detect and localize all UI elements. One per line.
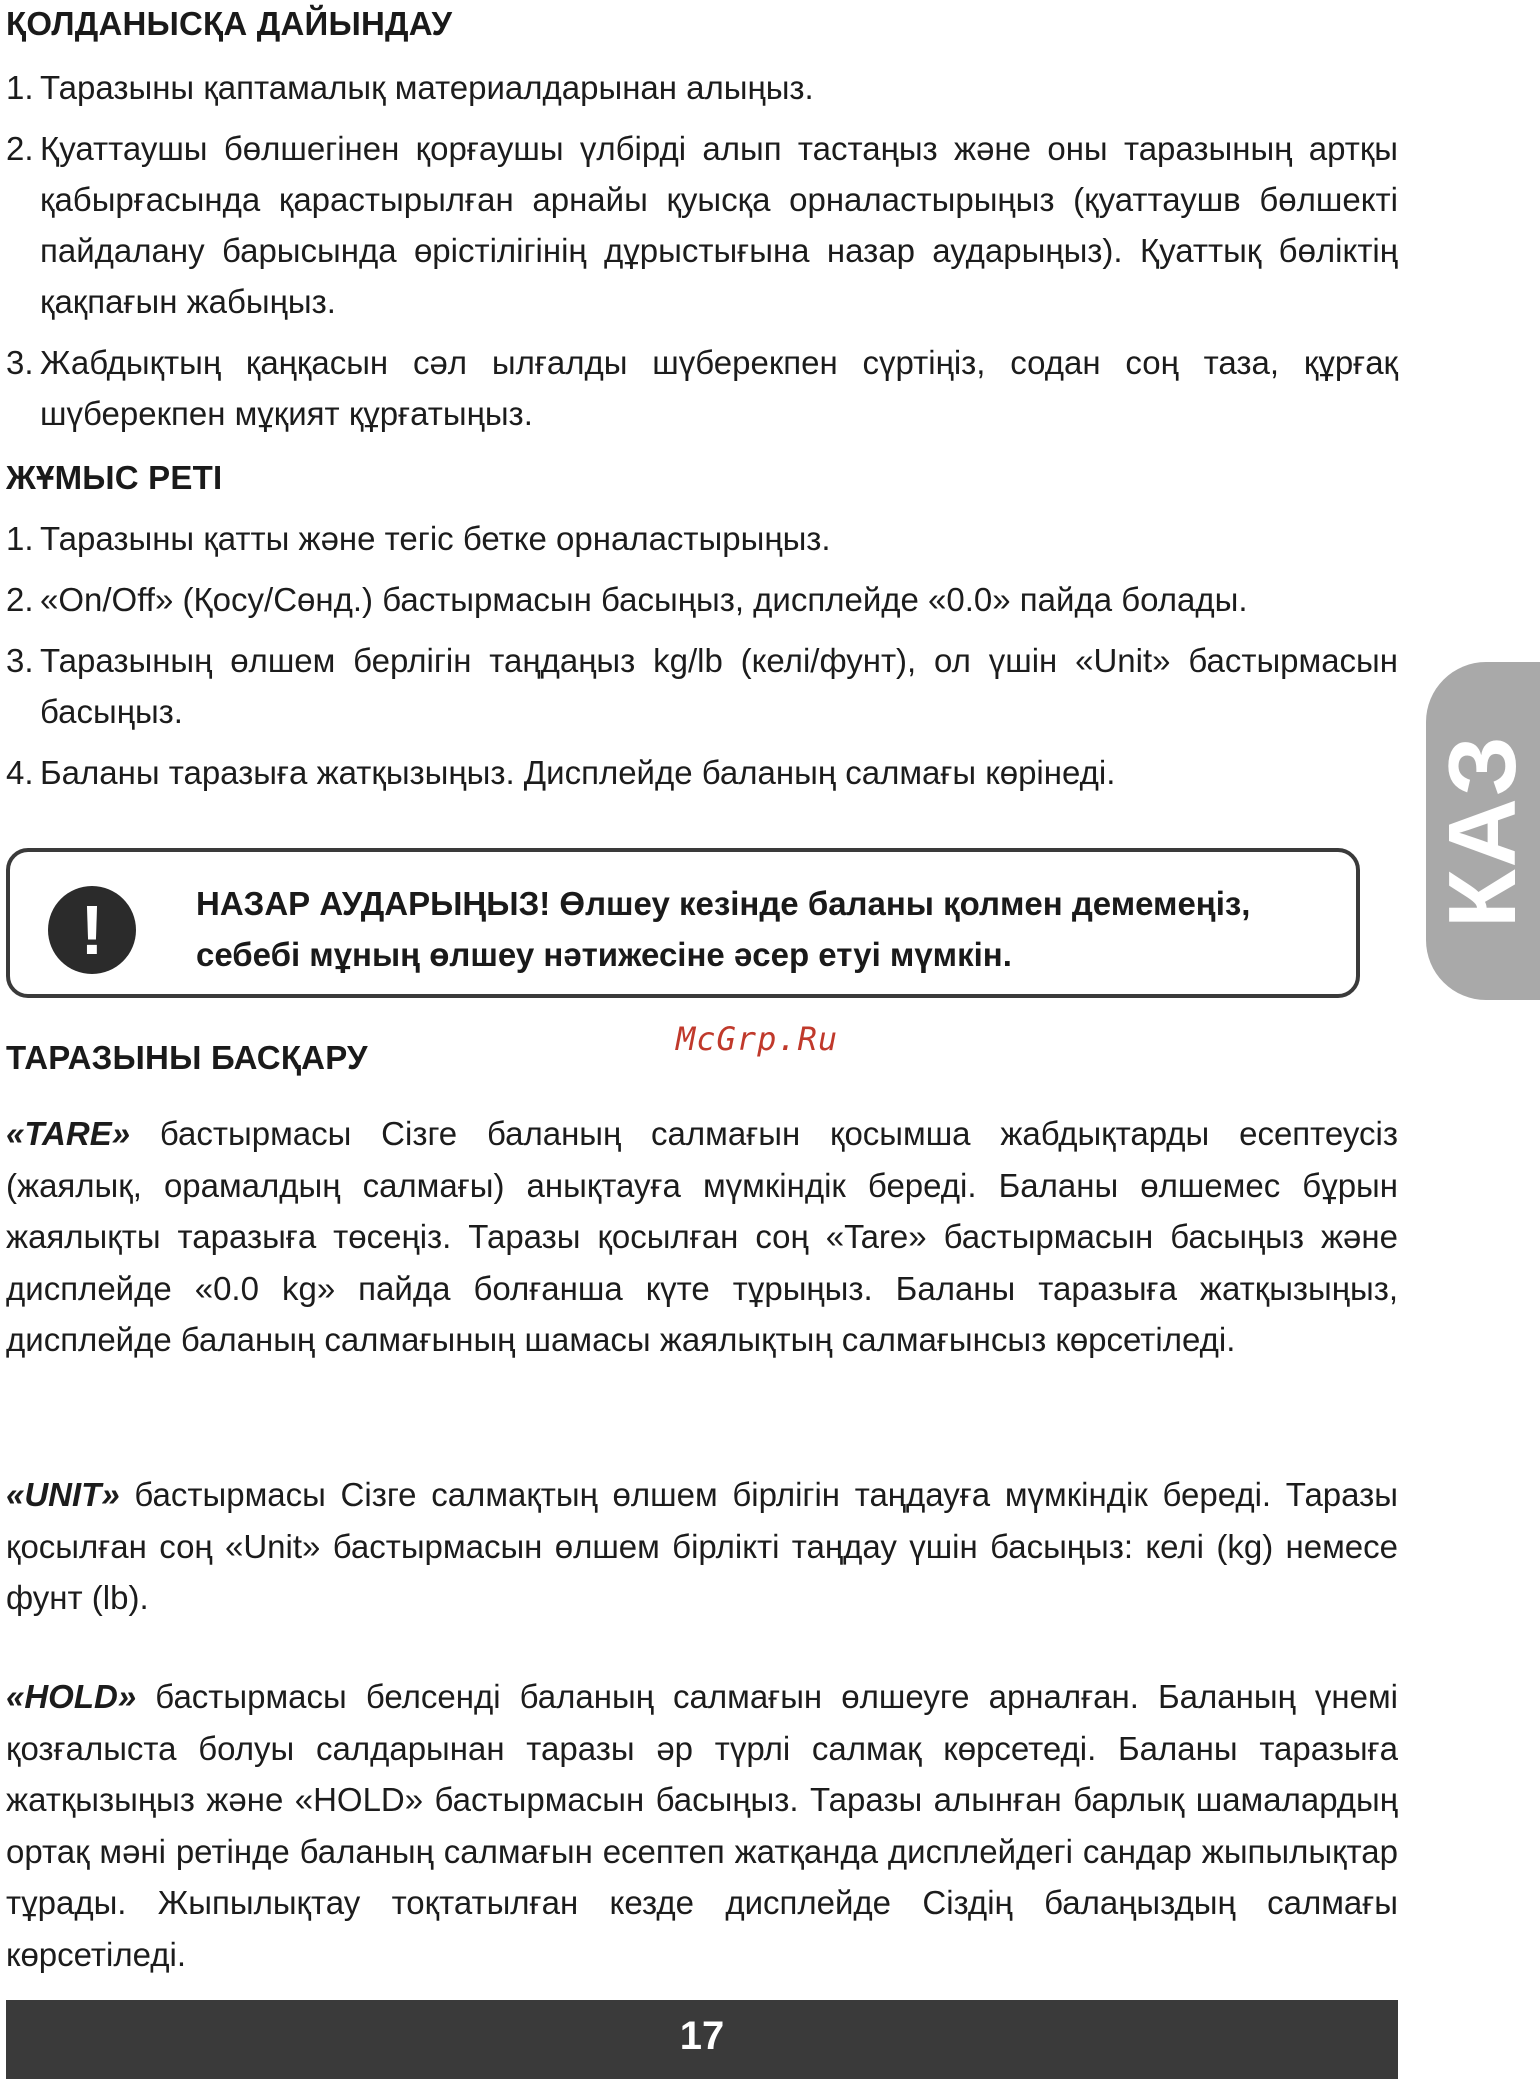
list-item (6, 513, 1398, 564)
list-item (6, 337, 1398, 439)
preparation-steps (6, 62, 1398, 449)
step-number: 1. (6, 69, 34, 106)
step-number: 3. (6, 344, 34, 381)
section-title-control: ТАРАЗЫНЫ БАСҚАРУ (6, 1039, 368, 1076)
section-title-operation: ЖҰМЫС РЕТІ (6, 459, 223, 496)
footer-bar (6, 2000, 1398, 2079)
section-title-preparation: ҚОЛДАНЫСҚА ДАЙЫНДАУ (6, 5, 453, 42)
paragraph-tare (6, 1108, 1398, 1366)
warning-notice (6, 848, 1360, 998)
step-text: Баланы таразыға жатқызыңыз. Дисплейде баланың салмағы көрінеді. (40, 754, 1116, 791)
paragraph-unit (6, 1469, 1398, 1624)
language-tab-label: КАЗ (1429, 733, 1536, 929)
language-tab (1426, 662, 1540, 1000)
button-key-hold: «HOLD» (6, 1678, 137, 1715)
operation-steps (6, 513, 1398, 808)
warning-text: НАЗАР АУДАРЫҢЫЗ! Өлшеу кезінде баланы қолмен демемеңіз, себебі мұның өлшеу нәтижесіне әсер етуі мүмкін. (196, 885, 1251, 973)
step-number: 1. (6, 520, 34, 557)
paragraph-text: бастырмасы Сізге салмақтың өлшем бірлігін таңдауға мүмкіндік береді. Таразы қосылған соң «Unit» бастырмасын өлшем бірлікті таңдау үшін басыңыз: келі (kg) немесе фунт (lb). (6, 1476, 1398, 1616)
page-number: 17 (679, 2014, 725, 2058)
step-text: Таразының өлшем берлігін таңдаңыз kg/lb (келі/фунт), ол үшін «Unit» бастырмасын басыңыз. (40, 642, 1398, 730)
list-item (6, 62, 1398, 113)
step-number: 3. (6, 642, 34, 679)
list-item (6, 747, 1398, 798)
list-item (6, 635, 1398, 737)
button-key-tare: «TARE» (6, 1115, 131, 1152)
paragraph-text: бастырмасы Сізге баланың салмағын қосымша жабдықтарды есептеусіз (жаялық, орамалдың салмағы) анықтауға мүмкіндік береді. Баланы өлшемес бұрын жаялықты таразыға төсеңіз. Таразы қосылған соң «Tare» бастырмасын басыңыз және дисплейде «0.0 kg» пайда болғанша күте тұрыңыз. Баланы таразыға жатқызыңыз, дисплейде баланың салмағының шамасы жаялықтың салмағынсыз көрсетіледі. (6, 1115, 1398, 1358)
step-text: Таразыны қатты және тегіс бетке орналастырыңыз. (40, 520, 831, 557)
step-text: Қуаттаушы бөлшегінен қорғаушы үлбірді алып тастаңыз және оны таразының артқы қабырғасында қарастырылған арнайы қуысқа орналастырыңыз (қуаттаушв бөлшекті пайдалану барысында өрістілігінің дұрыстығына назар аударыңыз). Қуаттық бөліктің қақпағын жабыңыз. (40, 130, 1398, 320)
paragraph-hold (6, 1671, 1398, 1980)
step-text: Таразыны қаптамалық материалдарынан алыңыз. (40, 69, 814, 106)
list-item (6, 574, 1398, 625)
watermark: McGrp.Ru (676, 1020, 839, 1058)
list-item (6, 123, 1398, 327)
step-number: 2. (6, 581, 34, 618)
paragraph-text: бастырмасы белсенді баланың салмағын өлшеуге арналған. Баланың үнемі қозғалыста болуы салдарынан таразы әр түрлі салмақ көрсетеді. Баланы таразыға жатқызыңыз және «HOLD» бастырмасын басыңыз. Таразы алынған барлық шамалардың ортақ мәні ретінде баланың салмағын есептеп жатқанда дисплейдегі сандар жыпылықтар тұрады. Жыпылықтау тоқтатылған кезде дисплейде Сіздің балаңыздың салмағы көрсетіледі. (6, 1678, 1398, 1973)
step-number: 4. (6, 754, 34, 791)
exclamation-icon: ! (48, 886, 136, 974)
step-text: Жабдықтың қаңқасын сәл ылғалды шүберекпен сүртіңіз, содан соң таза, құрғақ шүберекпен мұқият құрғатыңыз. (40, 344, 1398, 432)
step-text: «On/Off» (Қосу/Сөнд.) бастырмасын басыңыз, дисплейде «0.0» пайда болады. (40, 581, 1248, 618)
step-number: 2. (6, 130, 34, 167)
button-key-unit: «UNIT» (6, 1476, 120, 1513)
